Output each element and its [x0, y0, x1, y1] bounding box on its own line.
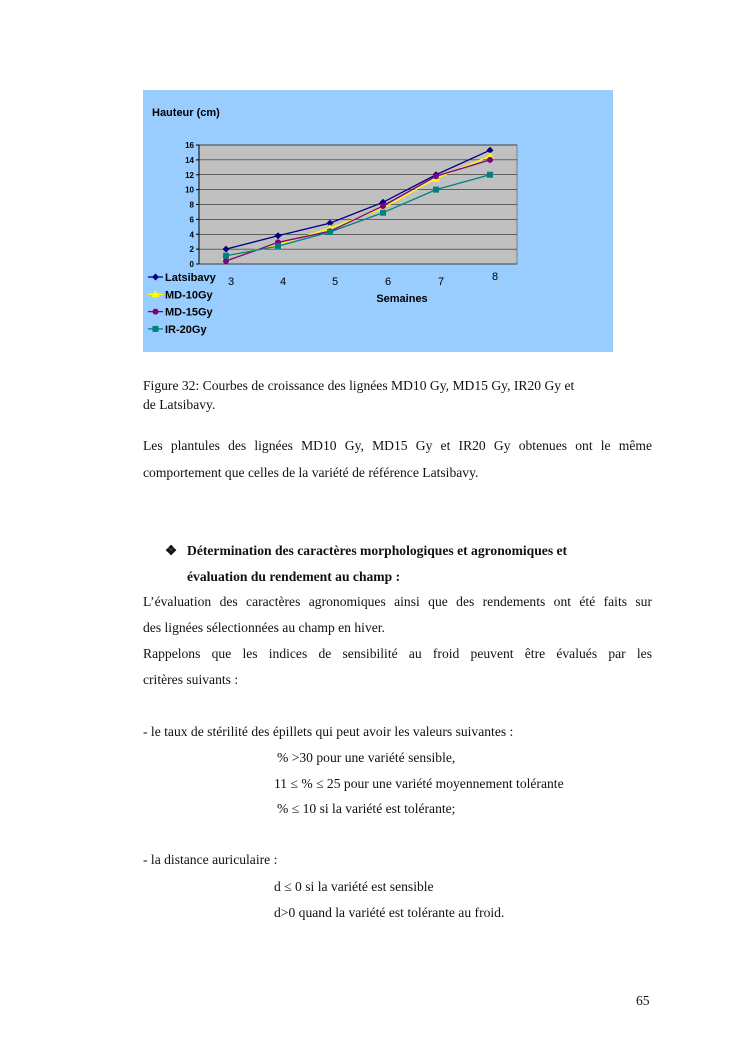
- legend-label: IR-20Gy: [165, 323, 207, 336]
- x-tick-label: 4: [279, 276, 287, 288]
- data-point: [275, 243, 281, 249]
- y-tick-label: 4: [189, 230, 194, 240]
- list-intro: - la distance auriculaire :: [143, 852, 278, 867]
- list-item: d ≤ 0 si la variété est sensible: [274, 879, 434, 894]
- chart-title: Hauteur (cm): [152, 107, 220, 119]
- legend-label: MD-10Gy: [165, 289, 213, 302]
- section-heading: évaluation du rendement au champ :: [187, 569, 401, 584]
- y-tick-label: 14: [185, 155, 194, 165]
- section-heading: Détermination des caractères morphologiques et agronomiques et: [187, 543, 568, 558]
- legend-label: Latsibavy: [165, 272, 216, 284]
- list-item: % ≤ 10 si la variété est tolérante;: [277, 801, 456, 816]
- data-point: [487, 172, 493, 178]
- y-tick-label: 6: [189, 215, 194, 225]
- list-item: 11 ≤ % ≤ 25 pour une variété moyennement tolérante: [274, 776, 564, 791]
- y-tick-label: 8: [189, 200, 194, 210]
- data-point: [223, 258, 229, 264]
- y-tick-label: 12: [185, 170, 194, 180]
- data-point: [223, 253, 229, 259]
- y-tick-label: 16: [185, 141, 194, 150]
- x-axis-label: Semaines: [376, 293, 428, 305]
- figure-caption-line: Figure 32: Courbes de croissance des lignées MD10 Gy, MD15 Gy, IR20 Gy et: [143, 378, 575, 393]
- list-item: % >30 pour une variété sensible,: [277, 750, 456, 765]
- x-tick-label: 5: [331, 276, 339, 288]
- data-point: [327, 229, 333, 235]
- paragraph-line: critères suivants :: [143, 672, 239, 687]
- growth-chart: [143, 90, 613, 352]
- legend-marker: [153, 309, 159, 315]
- page-number: 65: [636, 993, 650, 1008]
- list-item: d>0 quand la variété est tolérante au froid.: [274, 905, 505, 920]
- x-tick-label: 8: [491, 271, 499, 283]
- figure-caption-line: de Latsibavy.: [143, 397, 216, 412]
- paragraph-line: comportement que celles de la variété de référence Latsibavy.: [143, 465, 479, 480]
- paragraph-line: L’évaluation des caractères agronomiques ainsi que des rendements ont été faits sur: [143, 594, 652, 609]
- x-tick-label: 3: [227, 276, 235, 288]
- diamond-bullet-icon: ❖: [165, 543, 178, 558]
- y-tick-label: 2: [189, 245, 194, 255]
- legend-label: MD-15Gy: [165, 306, 213, 319]
- x-tick-label: 6: [384, 276, 392, 288]
- legend-marker: [153, 326, 159, 332]
- paragraph-line: Rappelons que les indices de sensibilité au froid peuvent être évalués par les: [143, 646, 652, 661]
- x-tick-label: 7: [437, 276, 445, 288]
- paragraph-line: des lignées sélectionnées au champ en hiver.: [143, 620, 385, 635]
- data-point: [433, 187, 439, 193]
- paragraph-line: Les plantules des lignées MD10 Gy, MD15 Gy et IR20 Gy obtenues ont le même: [143, 438, 652, 453]
- data-point: [380, 203, 386, 209]
- y-tick-label: 10: [185, 185, 194, 195]
- list-intro: - le taux de stérilité des épillets qui peut avoir les valeurs suivantes :: [143, 724, 514, 739]
- data-point: [487, 157, 493, 163]
- data-point: [433, 173, 439, 179]
- data-point: [380, 210, 386, 216]
- y-tick-label: 0: [189, 260, 194, 269]
